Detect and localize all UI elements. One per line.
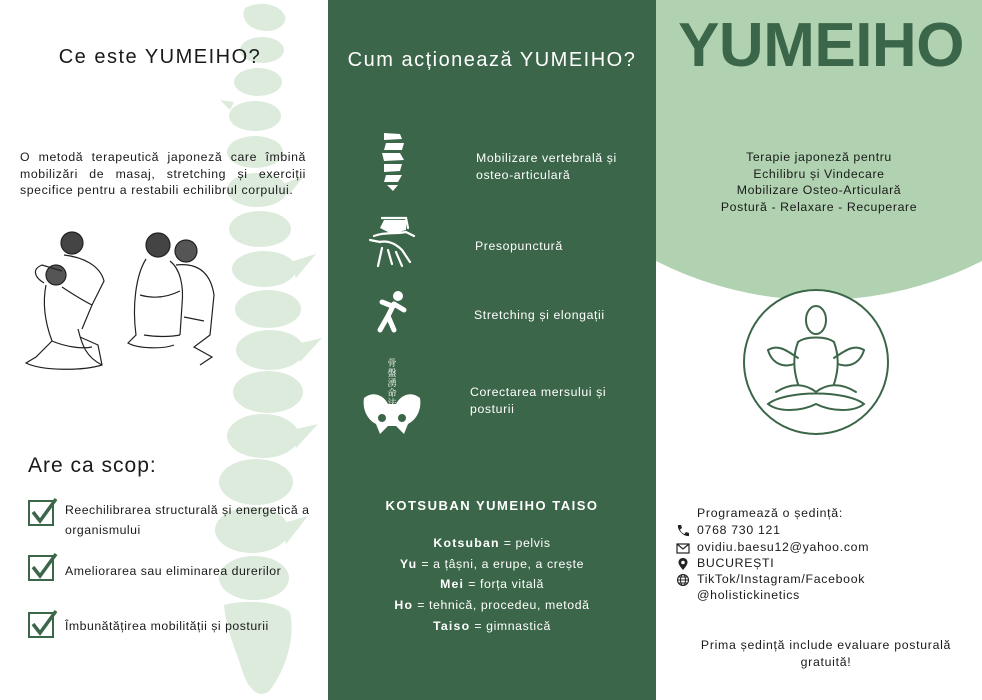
pelvis-icon-glyph-2: 盤 bbox=[387, 369, 397, 379]
term-word: Mei bbox=[440, 577, 465, 591]
brand-title: YUMEIHO bbox=[678, 11, 964, 80]
term-line bbox=[328, 557, 656, 571]
tagline-line: Mobilizare Osteo-Articulară bbox=[736, 183, 902, 197]
massage-illustration-2 bbox=[124, 225, 220, 375]
pelvis-icon bbox=[360, 354, 424, 436]
globe-icon bbox=[676, 573, 690, 587]
pelvis-icon-glyph-3: 湧 bbox=[387, 379, 397, 389]
term-meaning: = tehnică, procedeu, metodă bbox=[413, 598, 590, 612]
technique-item: Stretching și elongații bbox=[474, 308, 605, 322]
contact-title: Programează o ședință: bbox=[697, 506, 843, 520]
tagline bbox=[656, 149, 982, 215]
term-meaning: = forța vitală bbox=[464, 577, 544, 591]
free-evaluation-note: Prima ședință include evaluare posturală gratuită! bbox=[700, 638, 952, 669]
panel-what-is bbox=[0, 0, 328, 700]
tagline-line: Echilibru și Vindecare bbox=[753, 166, 885, 181]
meditation-lotus-icon bbox=[742, 288, 890, 436]
panel-how-it-works bbox=[328, 0, 656, 700]
spine-icon bbox=[378, 131, 408, 191]
technique-item: Corectarea mersului și posturii bbox=[470, 385, 607, 416]
phone-number[interactable]: 0768 730 121 bbox=[697, 523, 781, 537]
social-handle[interactable]: @holistickinetics bbox=[697, 588, 800, 602]
term-meaning: = gimnastică bbox=[470, 619, 551, 633]
goals-title: Are ca scop: bbox=[28, 454, 157, 477]
check-icon bbox=[28, 552, 58, 582]
term-word: Ho bbox=[394, 598, 414, 612]
term-meaning: = pelvis bbox=[499, 536, 551, 550]
method-description: O metodă terapeutică japoneză care îmbină mobilizări de masaj, stretching și exerciții specifice pentru a restabili echilibrul corpului. bbox=[20, 150, 306, 197]
tagline-line: Terapie japoneză pentru bbox=[746, 150, 892, 164]
hand-icon bbox=[366, 214, 418, 268]
pelvis-icon-glyph-4: 命 bbox=[387, 389, 397, 399]
term-line bbox=[328, 598, 656, 612]
technique-item: Presopunctură bbox=[475, 239, 563, 253]
stretch-figure-icon bbox=[374, 290, 408, 334]
email-address[interactable]: ovidiu.baesu12@yahoo.com bbox=[697, 540, 870, 554]
goal-text: Ameliorarea sau eliminarea durerilor bbox=[65, 564, 282, 578]
check-icon bbox=[28, 609, 58, 639]
location-pin-icon bbox=[676, 557, 690, 571]
panel-brand-contact bbox=[656, 0, 982, 700]
phone-icon bbox=[676, 524, 690, 538]
mail-icon bbox=[676, 541, 690, 555]
term-line bbox=[328, 619, 656, 633]
social-networks[interactable]: TikTok/Instagram/Facebook bbox=[697, 572, 866, 586]
kotsuban-title: KOTSUBAN YUMEIHO TAISO bbox=[385, 498, 599, 513]
term-word: Yu bbox=[399, 557, 418, 571]
term-line bbox=[328, 577, 656, 591]
section-title-what-is: Ce este YUMEIHO? bbox=[58, 46, 262, 68]
term-meaning: = a țâșni, a erupe, a crește bbox=[417, 557, 585, 571]
massage-illustration-1 bbox=[22, 225, 112, 375]
goal-text: Reechilibrarea structurală și energetică a organismului bbox=[65, 503, 310, 537]
tagline-line: Postură - Relaxare - Recuperare bbox=[720, 199, 918, 214]
term-word: Kotsuban bbox=[433, 536, 500, 550]
term-line bbox=[328, 536, 656, 550]
section-title-how: Cum acționează YUMEIHO? bbox=[347, 49, 637, 71]
goal-text: Îmbunătățirea mobilității și posturii bbox=[65, 619, 269, 633]
term-word: Taiso bbox=[433, 619, 471, 633]
city: BUCUREȘTI bbox=[697, 556, 775, 570]
technique-item: Mobilizare vertebrală și osteo-articulară bbox=[476, 151, 617, 182]
pelvis-icon-glyph-1: 骨 bbox=[387, 359, 397, 369]
check-icon bbox=[28, 497, 58, 527]
